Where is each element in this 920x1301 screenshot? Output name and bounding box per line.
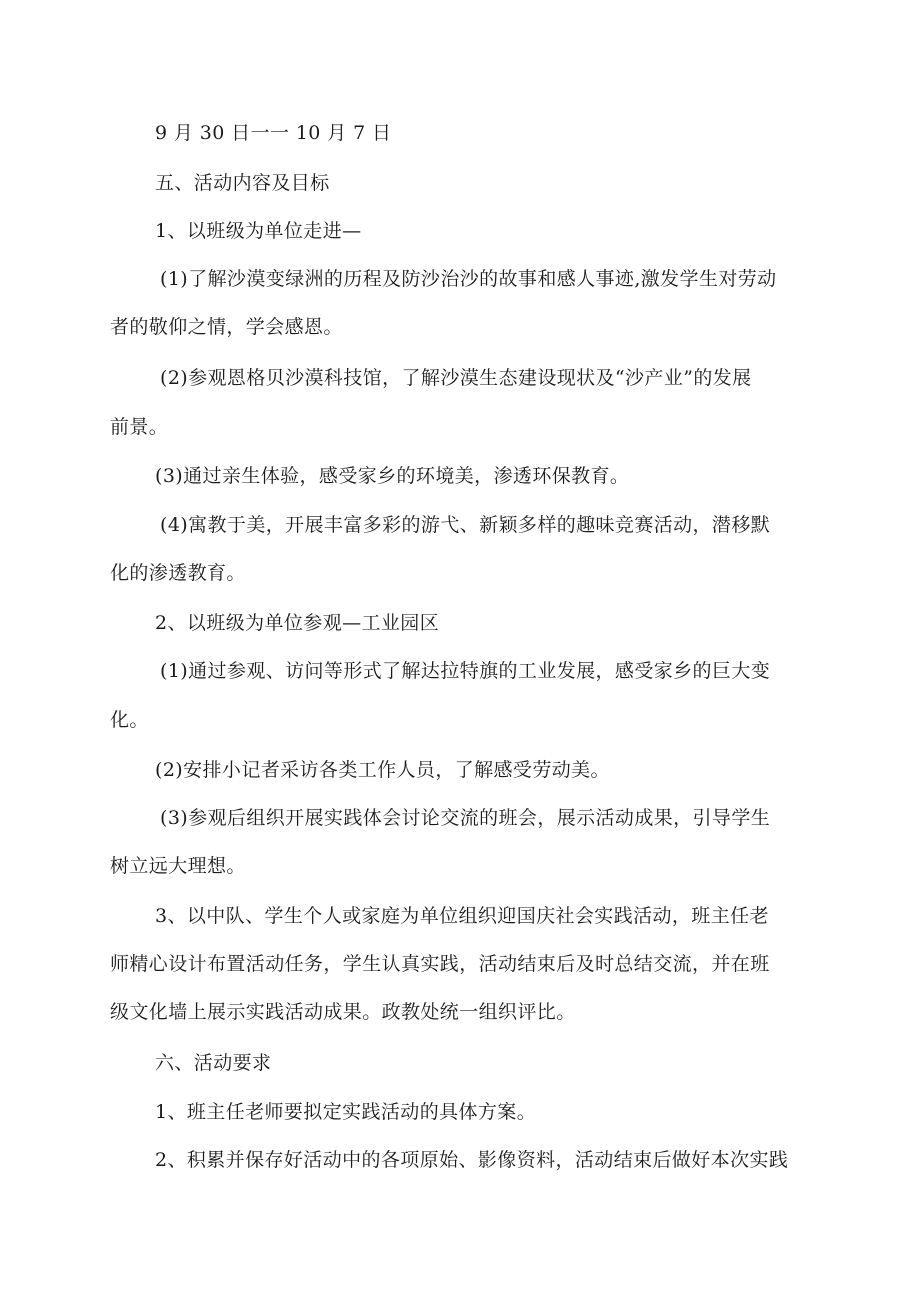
date-range-line: 9 月 30 日一一 10 月 7 日 bbox=[155, 122, 392, 144]
item-2-1-line-2: 化。 bbox=[110, 709, 149, 731]
item-3-line-3: 级文化墙上展示实践活动成果。政教处统一组织评比。 bbox=[110, 1001, 576, 1023]
item-1-2-line-1: (2)参观恩格贝沙漠科技馆，了解沙漠生态建设现状及“沙产业”的发展 bbox=[160, 367, 752, 389]
requirement-2-line-1: 2、积累并保存好活动中的各项原始、影像资料，活动结束后做好本次实践 bbox=[155, 1149, 789, 1171]
item-1-1-line-1: (1)了解沙漠变绿洲的历程及防沙治沙的故事和感人事迹,激发学生对劳动 bbox=[160, 268, 777, 290]
item-1-4-line-1: (4)寓教于美，开展丰富多彩的游弋、新颖多样的趣味竞赛活动，潜移默 bbox=[160, 514, 771, 536]
item-2-heading: 2、以班级为单位参观—工业园区 bbox=[155, 612, 440, 634]
item-2-1-line-1: (1)通过参观、访问等形式了解达拉特旗的工业发展，感受家乡的巨大变 bbox=[160, 660, 771, 682]
item-3-line-2: 师精心设计布置活动任务，学生认真实践，活动结束后及时总结交流，并在班 bbox=[110, 953, 770, 975]
item-1-3-line: (3)通过亲生体验，感受家乡的环境美，渗透环保教育。 bbox=[155, 465, 630, 487]
section-heading-activity-content: 五、活动内容及目标 bbox=[155, 172, 330, 194]
section-heading-activity-requirements: 六、活动要求 bbox=[155, 1052, 272, 1074]
item-2-3-line-1: (3)参观后组织开展实践体会讨论交流的班会，展示活动成果，引导学生 bbox=[160, 807, 771, 829]
item-1-heading: 1、以班级为单位走进— bbox=[155, 220, 362, 242]
requirement-1-line: 1、班主任老师要拟定实践活动的具体方案。 bbox=[155, 1101, 537, 1123]
item-1-1-line-2: 者的敬仰之情，学会感恩。 bbox=[110, 316, 343, 338]
item-2-3-line-2: 树立远大理想。 bbox=[110, 855, 246, 877]
item-1-4-line-2: 化的渗透教育。 bbox=[110, 562, 246, 584]
item-3-line-1: 3、以中队、学生个人或家庭为单位组织迎国庆社会实践活动，班主任老 bbox=[155, 905, 769, 927]
item-2-2-line: (2)安排小记者采访各类工作人员，了解感受劳动美。 bbox=[155, 759, 610, 781]
item-1-2-line-2: 前景。 bbox=[110, 416, 169, 438]
